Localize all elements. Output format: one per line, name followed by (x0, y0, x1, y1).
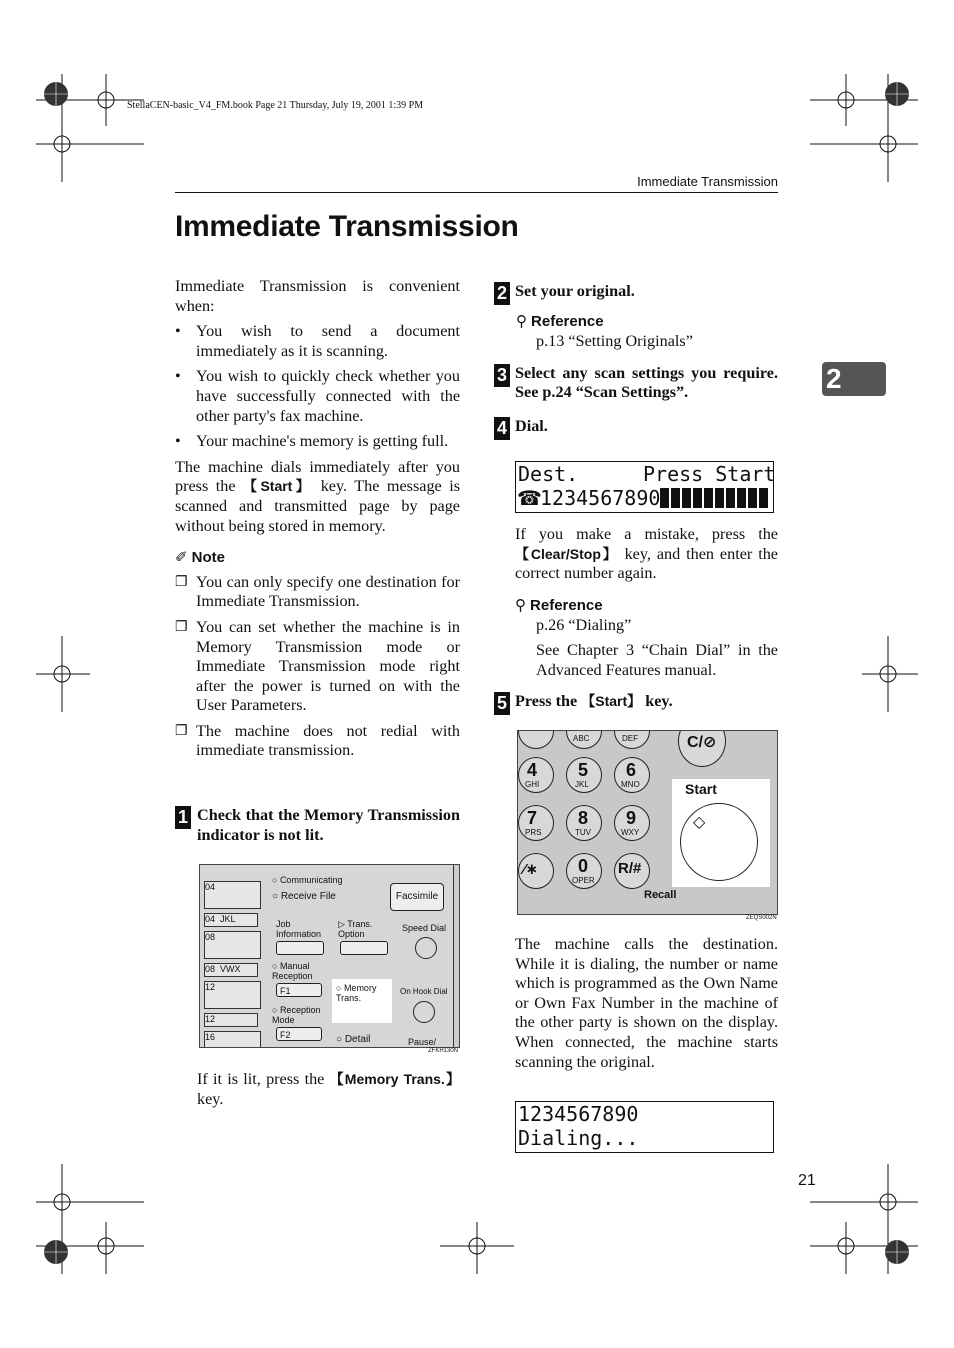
right-column-lower: If you make a mistake, press the 【Clear/Stop】 key, and then enter the correct number again. ⚲ Reference p.26 “Dialing” See Chapter 3 “Chain Dial” in the Advanced Features manual. (515, 525, 778, 679)
keypad-key[interactable]: ABC (566, 730, 602, 749)
f1-button[interactable]: F1 (276, 983, 322, 997)
panel-label: 08 VWX (204, 963, 258, 977)
memory-trans-key-ref: 【Memory Trans.】 (329, 1071, 461, 1087)
panel-label: 08 (204, 931, 261, 959)
keypad-key-recall[interactable]: R/# (614, 853, 650, 889)
on-hook-dial-button[interactable] (413, 1001, 435, 1023)
manual-reception-label: ○ Manual Reception (272, 961, 313, 981)
job-information-label: Job Information (276, 919, 322, 939)
panel-label: 04 (204, 881, 261, 909)
checkbox-icon: ❐ (175, 723, 188, 739)
lcd-text: Dialing... (518, 1126, 639, 1150)
intro-text: Immediate Transmission is convenient when: (175, 277, 460, 315)
panel-label: 12 (204, 1013, 258, 1027)
step-number: 1 (175, 806, 191, 829)
reference-heading: ⚲ Reference (516, 312, 604, 330)
list-item: ❐ You can set whether the machine is in Memory Transmission mode or Immediate Transmission mode right after the power is turned on with the User Parameters. (175, 617, 460, 715)
checkbox-icon: ❐ (175, 619, 188, 635)
on-hook-dial-label: On Hook Dial (400, 987, 448, 996)
print-slug: StellaCEN-basic_V4_FM.book Page 21 Thursday, July 19, 2001 1:39 PM (127, 100, 424, 111)
communicating-indicator: ○ Communicating (272, 875, 343, 885)
keypad-key-8[interactable]: 8 TUV (566, 805, 602, 841)
lcd-display-dest (515, 461, 774, 513)
trans-option-label: ▷ Trans. Option (338, 919, 373, 939)
figure-code: ZEQS002N (746, 915, 777, 921)
page-number: 21 (798, 1172, 816, 1189)
panel-label: 12 (204, 981, 261, 1009)
lcd-text: 1234567890 (518, 1102, 639, 1126)
checkbox-icon: ❐ (175, 574, 188, 590)
left-column (175, 277, 460, 761)
pencil-icon: ✐ (175, 550, 188, 567)
reference-text: p.26 “Dialing” (536, 616, 632, 635)
clear-stop-key-ref: 【Clear/Stop】 (515, 545, 619, 562)
panel-label: 04 JKL (204, 913, 258, 927)
page-title: Immediate Transmission (175, 210, 519, 243)
speed-dial-button[interactable] (415, 937, 437, 959)
start-key-ref: 【Start】 (581, 693, 642, 709)
list-item: ❐ The machine does not redial with immediate transmission. (175, 721, 460, 760)
panel-label: 16 (204, 1031, 261, 1048)
reference-heading: ⚲ Reference (515, 596, 603, 614)
clear-stop-key[interactable]: C/⊘ (678, 730, 726, 767)
start-key-highlight (672, 779, 770, 887)
telephone-icon: ☎ (517, 488, 542, 510)
keypad-key-5[interactable]: 5 JKL (566, 757, 602, 793)
keypad-key-4[interactable]: 4 GHI (518, 757, 554, 793)
chapter-tab: 2 (822, 362, 886, 396)
recall-label: Recall (644, 889, 677, 901)
running-header: Immediate Transmission (637, 174, 778, 189)
panel-edge (453, 865, 459, 1047)
keypad-key[interactable] (518, 730, 554, 749)
step-1-note: If it is lit, press the 【Memory Trans.】 key. (197, 1070, 461, 1108)
step-5: 5 Press the 【Start】 key. (494, 692, 778, 712)
control-panel-illustration (199, 864, 460, 1048)
trans-option-button[interactable] (340, 941, 388, 955)
keypad-key[interactable]: DEF (614, 730, 650, 749)
lcd-text: 1234567890 (540, 486, 661, 510)
body-paragraph: The machine calls the destination. While it is dialing, the number or name which is programmed as the Own Name or Own Fax Number in the machine of the other party is shown on the display. When connected, the machine starts scanning the original. (515, 935, 778, 1071)
note-heading: ✐ Note (175, 549, 225, 567)
keypad-key-tone[interactable]: ⁄∗ (518, 853, 554, 889)
receive-file-indicator: ○ Receive File (272, 891, 336, 902)
step-number: 4 (494, 417, 510, 440)
list-item: • You wish to send a document immediately as it is scanning. (175, 322, 460, 360)
detail-indicator: ○ Detail (336, 1034, 371, 1045)
reference-text: See Chapter 3 “Chain Dial” in the Advanced Features manual. (536, 640, 778, 679)
keypad-key-6[interactable]: 6 MNO (614, 757, 650, 793)
step-1: 1 Check that the Memory Transmission indicator is not lit. (175, 806, 460, 845)
body-paragraph: The machine dials immediately after you press the 【Start】 key. The message is scanned and transmitted page by page without being stored in memory. (175, 457, 461, 535)
magnifier-icon: ⚲ (515, 597, 526, 614)
job-information-button[interactable] (276, 941, 324, 955)
keypad-key-7[interactable]: 7 PRS (518, 805, 554, 841)
lcd-text: Press Start (643, 462, 776, 486)
f2-button[interactable]: F2 (276, 1027, 322, 1041)
right-column: 2 Set your original. ⚲ Reference p.13 “Setting Originals” 3 Select any scan settings you require. See p.24 “Scan Settings”. 4 Dial. (494, 282, 778, 437)
list-item: • You wish to quickly check whether you have successfully connected with the other party's fax machine. (175, 367, 460, 425)
pause-label: Pause/ (408, 1037, 437, 1047)
step-number: 3 (494, 364, 510, 387)
reference-text: p.13 “Setting Originals” (536, 332, 693, 351)
lcd-display-dialing (515, 1101, 774, 1153)
keypad-key-9[interactable]: 9 WXY (614, 805, 650, 841)
keypad-illustration (517, 730, 778, 915)
lcd-text: Dest. (518, 462, 579, 486)
start-diamond-icon: ◇ (693, 814, 706, 831)
memory-trans-indicator: ○ Memory Trans. (336, 983, 377, 1003)
start-label: Start (685, 781, 717, 797)
start-button[interactable] (680, 803, 758, 881)
speed-dial-label: Speed Dial (402, 923, 447, 933)
reception-mode-label: ○ Reception Mode (272, 1005, 321, 1025)
header-rule (175, 192, 778, 193)
facsimile-button[interactable]: Facsimile (390, 883, 444, 911)
step-number: 5 (494, 692, 510, 715)
list-item: ❐ You can only specify one destination for Immediate Transmission. (175, 572, 460, 611)
list-item: • Your machine's memory is getting full. (175, 432, 449, 451)
lcd-cursor-blocks (660, 488, 770, 508)
start-key-ref: 【Start】 (243, 478, 314, 495)
magnifier-icon: ⚲ (516, 313, 527, 330)
figure-code: ZFKH130N (428, 1048, 459, 1054)
keypad-key-0[interactable]: 0 OPER (566, 853, 602, 889)
step-number: 2 (494, 282, 510, 305)
